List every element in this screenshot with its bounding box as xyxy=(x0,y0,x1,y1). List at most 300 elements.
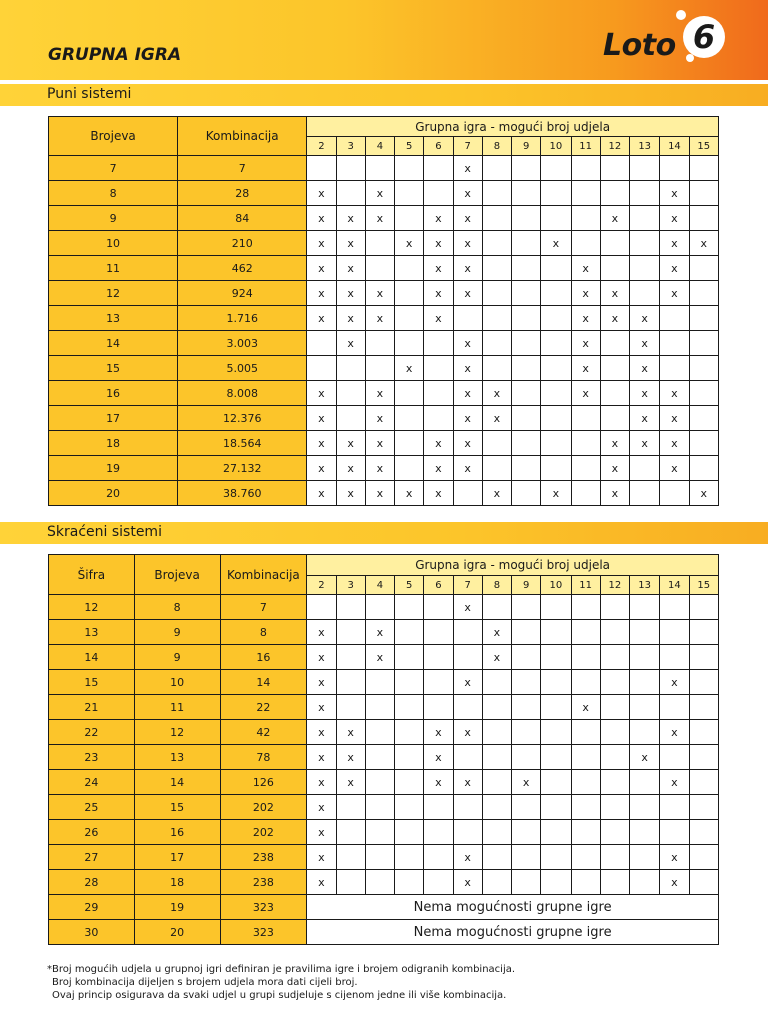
table-row xyxy=(49,695,719,720)
share-mark-cell xyxy=(336,156,365,181)
share-mark-cell: x xyxy=(424,231,453,256)
share-mark-cell: x xyxy=(482,381,511,406)
share-mark-cell: x xyxy=(453,331,482,356)
share-mark-cell xyxy=(395,870,424,895)
share-mark-cell xyxy=(424,645,453,670)
share-mark-cell xyxy=(395,770,424,795)
share-mark-cell xyxy=(689,381,718,406)
share-mark-cell: x xyxy=(365,181,394,206)
share-mark-cell xyxy=(660,745,689,770)
share-mark-cell xyxy=(424,695,453,720)
header-kombinacija: Kombinacija xyxy=(178,117,307,156)
share-mark-cell: x xyxy=(307,870,336,895)
share-mark-cell: x xyxy=(660,845,689,870)
share-mark-cell xyxy=(482,745,511,770)
table-row xyxy=(49,281,719,306)
share-mark-cell xyxy=(395,720,424,745)
share-mark-cell xyxy=(395,281,424,306)
share-mark-cell xyxy=(689,595,718,620)
share-mark-cell xyxy=(482,331,511,356)
share-mark-cell xyxy=(482,795,511,820)
table-row xyxy=(49,720,719,745)
sifra-cell: 30 xyxy=(49,920,135,945)
share-mark-cell xyxy=(660,595,689,620)
share-count-header: 3 xyxy=(336,137,365,156)
share-mark-cell: x xyxy=(336,331,365,356)
share-mark-cell: x xyxy=(307,306,336,331)
share-mark-cell: x xyxy=(424,456,453,481)
share-mark-cell xyxy=(571,156,600,181)
share-mark-cell xyxy=(482,206,511,231)
share-mark-cell: x xyxy=(395,231,424,256)
share-mark-cell xyxy=(365,231,394,256)
share-mark-cell xyxy=(689,431,718,456)
share-mark-cell xyxy=(541,720,571,745)
share-mark-cell xyxy=(336,181,365,206)
share-mark-cell: x xyxy=(660,670,689,695)
section-title-puni: Puni sistemi xyxy=(47,86,132,102)
share-mark-cell xyxy=(424,331,453,356)
share-mark-cell: x xyxy=(660,231,689,256)
share-mark-cell: x xyxy=(365,431,394,456)
share-mark-cell xyxy=(336,620,365,645)
share-mark-cell: x xyxy=(307,231,336,256)
share-mark-cell xyxy=(512,281,541,306)
share-mark-cell: x xyxy=(424,720,453,745)
share-mark-cell: x xyxy=(307,695,336,720)
brojeva-cell: 16 xyxy=(49,381,178,406)
share-mark-cell xyxy=(482,770,511,795)
share-mark-cell xyxy=(600,645,629,670)
kombinacija-cell: 238 xyxy=(220,870,307,895)
share-mark-cell xyxy=(630,256,660,281)
share-mark-cell xyxy=(541,331,571,356)
share-mark-cell xyxy=(336,645,365,670)
share-mark-cell: x xyxy=(307,481,336,506)
share-mark-cell xyxy=(689,695,718,720)
share-mark-cell xyxy=(660,331,689,356)
share-mark-cell xyxy=(630,845,660,870)
share-mark-cell: x xyxy=(307,720,336,745)
kombinacija-cell: 323 xyxy=(220,895,307,920)
share-mark-cell xyxy=(482,256,511,281)
header-group-shares: Grupna igra - mogući broj udjela xyxy=(307,117,719,137)
table-row xyxy=(49,481,719,506)
share-mark-cell: x xyxy=(453,670,482,695)
share-count-header: 15 xyxy=(689,137,718,156)
brojeva-cell: 15 xyxy=(134,795,220,820)
share-mark-cell xyxy=(512,306,541,331)
table-row xyxy=(49,156,719,181)
share-mark-cell: x xyxy=(307,645,336,670)
brojeva-cell: 7 xyxy=(49,156,178,181)
share-mark-cell: x xyxy=(307,281,336,306)
share-mark-cell xyxy=(600,795,629,820)
share-mark-cell: x xyxy=(453,356,482,381)
share-mark-cell xyxy=(630,620,660,645)
share-mark-cell xyxy=(571,670,600,695)
share-mark-cell xyxy=(512,331,541,356)
table-row xyxy=(49,331,719,356)
share-mark-cell xyxy=(365,820,394,845)
share-mark-cell xyxy=(571,720,600,745)
share-mark-cell xyxy=(689,206,718,231)
table-row xyxy=(49,256,719,281)
share-mark-cell xyxy=(365,256,394,281)
section-bar-skraceni xyxy=(0,522,768,544)
share-mark-cell: x xyxy=(307,770,336,795)
share-mark-cell: x xyxy=(336,431,365,456)
share-mark-cell: x xyxy=(307,620,336,645)
kombinacija-cell: 38.760 xyxy=(178,481,307,506)
share-mark-cell xyxy=(482,156,511,181)
share-count-header: 6 xyxy=(424,576,453,595)
table-row xyxy=(49,820,719,845)
share-mark-cell xyxy=(424,670,453,695)
share-mark-cell: x xyxy=(482,481,511,506)
share-mark-cell xyxy=(512,745,541,770)
share-mark-cell xyxy=(571,406,600,431)
share-mark-cell xyxy=(395,181,424,206)
share-mark-cell xyxy=(541,206,571,231)
share-count-header: 13 xyxy=(630,576,660,595)
share-mark-cell: x xyxy=(307,431,336,456)
brojeva-cell: 16 xyxy=(134,820,220,845)
kombinacija-cell: 202 xyxy=(220,795,307,820)
loto6-logo xyxy=(600,8,730,72)
table-row xyxy=(49,231,719,256)
share-count-header: 5 xyxy=(395,576,424,595)
kombinacija-cell: 5.005 xyxy=(178,356,307,381)
sifra-cell: 15 xyxy=(49,670,135,695)
share-mark-cell xyxy=(482,356,511,381)
share-mark-cell xyxy=(395,406,424,431)
share-mark-cell xyxy=(395,820,424,845)
share-mark-cell xyxy=(571,481,600,506)
share-mark-cell xyxy=(482,181,511,206)
share-mark-cell xyxy=(541,795,571,820)
share-mark-cell: x xyxy=(453,456,482,481)
share-mark-cell: x xyxy=(689,231,718,256)
share-mark-cell xyxy=(600,845,629,870)
header-kombinacija: Kombinacija xyxy=(220,555,307,595)
share-mark-cell xyxy=(630,870,660,895)
brojeva-cell: 15 xyxy=(49,356,178,381)
share-mark-cell xyxy=(365,745,394,770)
share-mark-cell xyxy=(630,645,660,670)
share-mark-cell xyxy=(424,870,453,895)
share-mark-cell: x xyxy=(630,381,660,406)
share-mark-cell xyxy=(571,745,600,770)
share-mark-cell: x xyxy=(336,720,365,745)
kombinacija-cell: 12.376 xyxy=(178,406,307,431)
share-mark-cell: x xyxy=(395,356,424,381)
kombinacija-cell: 16 xyxy=(220,645,307,670)
share-mark-cell xyxy=(541,356,571,381)
share-mark-cell xyxy=(512,456,541,481)
share-mark-cell xyxy=(689,456,718,481)
kombinacija-cell: 8.008 xyxy=(178,381,307,406)
page-header xyxy=(0,0,768,80)
share-mark-cell xyxy=(600,595,629,620)
share-mark-cell xyxy=(424,820,453,845)
brojeva-cell: 18 xyxy=(49,431,178,456)
share-mark-cell: x xyxy=(660,281,689,306)
brojeva-cell: 14 xyxy=(49,331,178,356)
share-mark-cell xyxy=(424,381,453,406)
share-mark-cell xyxy=(660,695,689,720)
share-mark-cell: x xyxy=(541,481,571,506)
share-mark-cell xyxy=(307,156,336,181)
share-mark-cell xyxy=(512,181,541,206)
share-mark-cell: x xyxy=(660,870,689,895)
kombinacija-cell: 18.564 xyxy=(178,431,307,456)
share-mark-cell xyxy=(336,870,365,895)
kombinacija-cell: 210 xyxy=(178,231,307,256)
footnote-line: *Broj mogućih udjela u grupnoj igri definiran je pravilima igre i brojem odigranih kombinacija. xyxy=(47,964,516,975)
share-mark-cell: x xyxy=(482,406,511,431)
share-mark-cell xyxy=(512,431,541,456)
share-mark-cell: x xyxy=(336,745,365,770)
share-count-header: 11 xyxy=(571,137,600,156)
share-mark-cell xyxy=(453,795,482,820)
share-mark-cell xyxy=(541,820,571,845)
share-mark-cell: x xyxy=(600,306,629,331)
share-mark-cell xyxy=(395,331,424,356)
share-mark-cell xyxy=(512,645,541,670)
share-mark-cell xyxy=(336,845,365,870)
share-mark-cell: x xyxy=(689,481,718,506)
share-mark-cell xyxy=(512,381,541,406)
share-mark-cell: x xyxy=(453,256,482,281)
share-count-header: 2 xyxy=(307,137,336,156)
share-mark-cell: x xyxy=(365,481,394,506)
share-mark-cell xyxy=(482,820,511,845)
share-mark-cell: x xyxy=(307,406,336,431)
share-mark-cell xyxy=(424,795,453,820)
share-mark-cell xyxy=(453,820,482,845)
share-mark-cell: x xyxy=(424,481,453,506)
share-mark-cell xyxy=(541,595,571,620)
brojeva-cell: 19 xyxy=(134,895,220,920)
share-mark-cell xyxy=(600,770,629,795)
share-mark-cell xyxy=(482,456,511,481)
table-row xyxy=(49,770,719,795)
share-mark-cell: x xyxy=(336,481,365,506)
share-mark-cell xyxy=(600,720,629,745)
share-mark-cell xyxy=(307,331,336,356)
brojeva-cell: 11 xyxy=(134,695,220,720)
logo-number: 6 xyxy=(692,18,716,56)
share-mark-cell xyxy=(600,695,629,720)
share-mark-cell: x xyxy=(453,281,482,306)
share-mark-cell xyxy=(660,645,689,670)
share-mark-cell xyxy=(395,845,424,870)
brojeva-cell: 19 xyxy=(49,456,178,481)
table-row xyxy=(49,745,719,770)
share-mark-cell xyxy=(512,870,541,895)
share-mark-cell: x xyxy=(336,206,365,231)
share-mark-cell: x xyxy=(307,845,336,870)
share-mark-cell xyxy=(482,720,511,745)
share-count-header: 8 xyxy=(482,137,511,156)
share-count-header: 15 xyxy=(689,576,718,595)
share-mark-cell xyxy=(571,645,600,670)
share-mark-cell xyxy=(512,695,541,720)
share-count-header: 10 xyxy=(541,137,571,156)
share-mark-cell xyxy=(453,695,482,720)
kombinacija-cell: 7 xyxy=(178,156,307,181)
share-mark-cell: x xyxy=(453,181,482,206)
table-row xyxy=(49,206,719,231)
share-mark-cell: x xyxy=(512,770,541,795)
share-mark-cell xyxy=(689,745,718,770)
share-mark-cell: x xyxy=(571,306,600,331)
share-mark-cell xyxy=(395,645,424,670)
sifra-cell: 25 xyxy=(49,795,135,820)
share-mark-cell: x xyxy=(453,406,482,431)
share-mark-cell: x xyxy=(453,381,482,406)
share-mark-cell xyxy=(541,156,571,181)
kombinacija-cell: 78 xyxy=(220,745,307,770)
share-mark-cell xyxy=(689,331,718,356)
share-mark-cell xyxy=(395,620,424,645)
table-row xyxy=(49,620,719,645)
sifra-cell: 22 xyxy=(49,720,135,745)
full-systems-table xyxy=(48,116,719,506)
share-mark-cell: x xyxy=(660,770,689,795)
share-mark-cell xyxy=(365,845,394,870)
brojeva-cell: 13 xyxy=(49,306,178,331)
share-mark-cell: x xyxy=(660,406,689,431)
kombinacija-cell: 3.003 xyxy=(178,331,307,356)
share-mark-cell: x xyxy=(453,845,482,870)
sifra-cell: 26 xyxy=(49,820,135,845)
share-mark-cell: x xyxy=(571,356,600,381)
share-mark-cell xyxy=(336,820,365,845)
share-count-header: 14 xyxy=(660,137,689,156)
brojeva-cell: 12 xyxy=(134,720,220,745)
share-mark-cell xyxy=(482,431,511,456)
share-mark-cell xyxy=(541,745,571,770)
kombinacija-cell: 7 xyxy=(220,595,307,620)
share-count-header: 13 xyxy=(630,137,660,156)
share-mark-cell xyxy=(365,670,394,695)
share-mark-cell xyxy=(571,820,600,845)
share-mark-cell xyxy=(453,481,482,506)
share-mark-cell xyxy=(365,720,394,745)
share-mark-cell: x xyxy=(307,206,336,231)
share-count-header: 12 xyxy=(600,137,629,156)
share-mark-cell xyxy=(541,870,571,895)
share-mark-cell xyxy=(541,620,571,645)
page-title: GRUPNA IGRA xyxy=(48,45,182,65)
kombinacija-cell: 238 xyxy=(220,845,307,870)
share-mark-cell: x xyxy=(571,695,600,720)
kombinacija-cell: 462 xyxy=(178,256,307,281)
share-mark-cell xyxy=(571,795,600,820)
share-mark-cell xyxy=(660,820,689,845)
section-bar-puni xyxy=(0,84,768,106)
share-mark-cell xyxy=(424,406,453,431)
share-mark-cell xyxy=(630,481,660,506)
share-mark-cell: x xyxy=(307,381,336,406)
table-row xyxy=(49,381,719,406)
share-mark-cell xyxy=(512,356,541,381)
share-mark-cell: x xyxy=(307,820,336,845)
share-mark-cell xyxy=(600,670,629,695)
share-mark-cell: x xyxy=(571,256,600,281)
share-mark-cell xyxy=(600,745,629,770)
share-mark-cell xyxy=(689,845,718,870)
share-mark-cell: x xyxy=(630,406,660,431)
share-mark-cell xyxy=(541,281,571,306)
share-mark-cell xyxy=(660,306,689,331)
no-group-play-cell: Nema mogućnosti grupne igre xyxy=(307,895,719,920)
share-mark-cell: x xyxy=(600,431,629,456)
share-mark-cell: x xyxy=(482,620,511,645)
share-mark-cell xyxy=(424,181,453,206)
share-count-header: 9 xyxy=(512,576,541,595)
share-mark-cell xyxy=(512,795,541,820)
share-mark-cell xyxy=(689,645,718,670)
share-mark-cell xyxy=(453,745,482,770)
brojeva-cell: 14 xyxy=(134,770,220,795)
sifra-cell: 23 xyxy=(49,745,135,770)
share-mark-cell xyxy=(689,406,718,431)
reduced-systems-table xyxy=(48,554,719,945)
share-mark-cell xyxy=(660,795,689,820)
sifra-cell: 28 xyxy=(49,870,135,895)
brojeva-cell: 11 xyxy=(49,256,178,281)
share-mark-cell: x xyxy=(660,256,689,281)
share-mark-cell xyxy=(395,256,424,281)
share-mark-cell xyxy=(571,770,600,795)
share-mark-cell xyxy=(630,670,660,695)
share-mark-cell: x xyxy=(424,745,453,770)
table-row xyxy=(49,431,719,456)
table-row xyxy=(49,456,719,481)
share-mark-cell xyxy=(512,720,541,745)
table-row xyxy=(49,795,719,820)
share-mark-cell xyxy=(395,206,424,231)
share-mark-cell: x xyxy=(424,281,453,306)
share-mark-cell xyxy=(395,670,424,695)
share-count-header: 14 xyxy=(660,576,689,595)
share-mark-cell xyxy=(571,231,600,256)
brojeva-cell: 18 xyxy=(134,870,220,895)
share-mark-cell: x xyxy=(660,206,689,231)
share-mark-cell: x xyxy=(453,720,482,745)
share-mark-cell: x xyxy=(307,181,336,206)
share-mark-cell: x xyxy=(307,795,336,820)
share-mark-cell xyxy=(541,306,571,331)
share-mark-cell xyxy=(482,845,511,870)
share-mark-cell xyxy=(365,795,394,820)
kombinacija-cell: 22 xyxy=(220,695,307,720)
share-mark-cell xyxy=(541,770,571,795)
share-mark-cell: x xyxy=(365,456,394,481)
share-mark-cell: x xyxy=(365,381,394,406)
share-mark-cell xyxy=(630,595,660,620)
no-group-play-cell: Nema mogućnosti grupne igre xyxy=(307,920,719,945)
kombinacija-cell: 924 xyxy=(178,281,307,306)
share-mark-cell: x xyxy=(660,431,689,456)
share-mark-cell xyxy=(689,870,718,895)
sifra-cell: 21 xyxy=(49,695,135,720)
share-mark-cell: x xyxy=(365,406,394,431)
brojeva-cell: 9 xyxy=(134,620,220,645)
